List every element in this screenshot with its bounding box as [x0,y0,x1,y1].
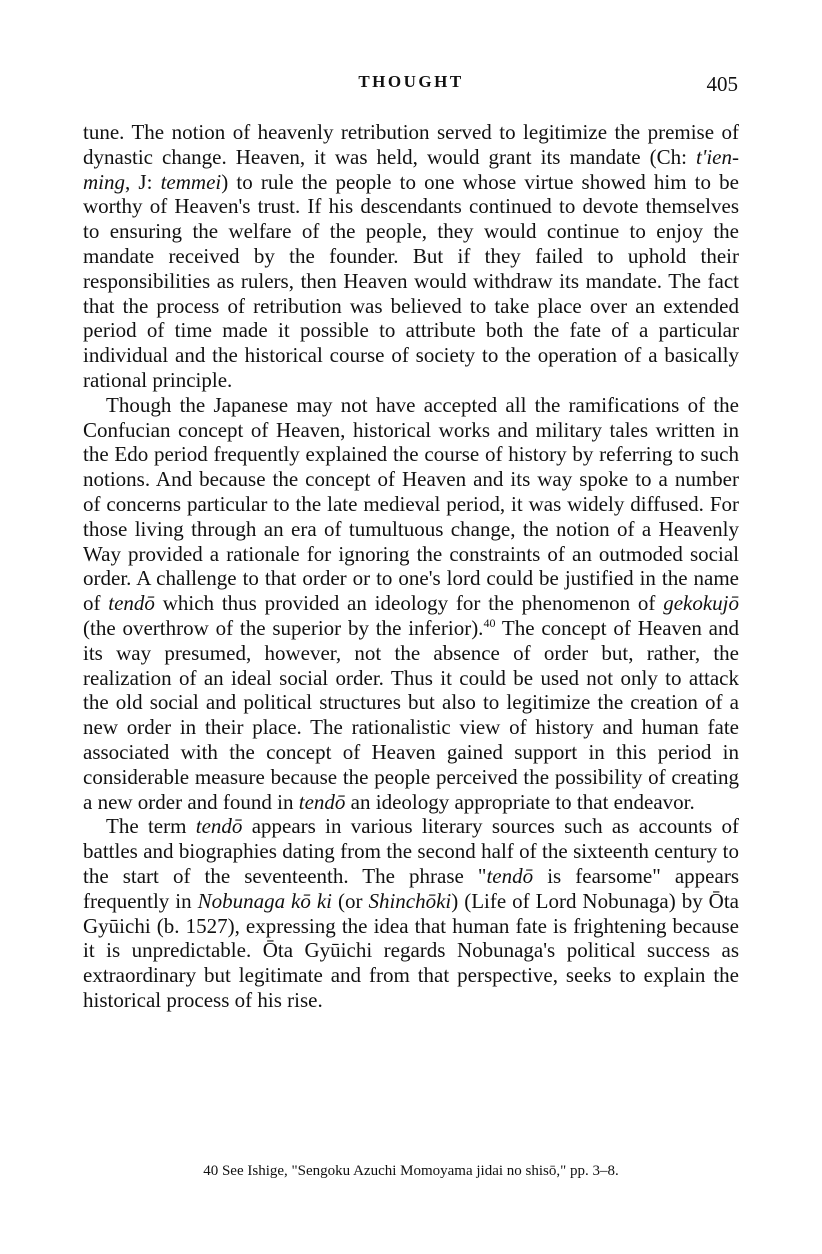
text-run: The term [106,814,196,839]
text-run: appears in various literary sources such as accounts of battles and biographies dating from the second half of the sixteenth century to the start of the seventeenth. The phrase " [83,814,739,888]
text-run: tune. The notion of heavenly retribution served to legitimize the premise of dynastic change. Heaven, it was held, would grant its mandate (Ch: [83,120,739,169]
footnote: 40 See Ishige, "Sengoku Azuchi Momoyama jidai no shisō," pp. 3–8. [203,1163,619,1179]
italic-term: tendō [108,591,155,616]
paragraph [83,814,739,1012]
text-run: (the overthrow of the superior by the inferior). [83,615,484,640]
text-run: which thus provided an ideology for the phenomenon of [154,591,664,616]
paragraph [83,393,739,815]
page-number: 405 [706,72,738,96]
text-run: , J: [125,169,161,194]
italic-term: Shinchōki [368,888,452,913]
running-head [0,72,822,98]
text-run: ) to rule the people to one whose virtue showed him to be worthy of Heaven's trust. If his descendants continued to devote themselves to ensuring the welfare of the people, they would continue to enjoy the mandate received by the founder. But if they failed to uphold their responsibilities as rulers, then Heaven would withdraw its mandate. The fact that the process of retribution was believed to take place over an extended period of time made it possible to attribute both the fate of a particular individual and the historical course of society to the operation of a basically rational principle. [83,169,739,392]
text-run: ) (Life of Lord Nobunaga) by Ōta Gyūichi (b. 1527), expressing the idea that human fate is frightening because it is unpredictable. Ōta Gyūichi regards Nobunaga's political success as extraordinary but legitimate and from that perspective, seeks to explain the historical process of his rise. [83,888,739,1012]
italic-term: tendō [195,814,243,839]
body-text [83,120,739,1013]
italic-term: temmei [160,169,222,194]
text-run: (or [332,888,369,913]
italic-term: gekokujō [663,591,739,616]
text-run: an ideology appropriate to that endeavor. [345,789,695,814]
text-run: is fearsome" appears frequently in [83,863,739,913]
italic-term: Nobunaga kō ki [197,888,333,913]
running-title: THOUGHT [358,72,464,91]
text-run: Though the Japanese may not have accepted all the ramifications of the Confucian concept of Heaven, historical works and military tales written in the Edo period frequently explained the course of history by referring to such notions. And because the concept of Heaven and its way spoke to a number of concerns particular to the late medieval period, it was widely diffused. For those living through an era of tumultuous change, the notion of a Heavenly Way provided a rationale for ignoring the constraints of an outmoded social order. A challenge to that order or to one's lord could be justified in the name of [83,392,739,616]
italic-term: tendō [486,863,534,888]
footnote-reference: 40 [483,615,496,630]
italic-term: tendō [298,789,346,814]
italic-term: t'ien-ming [83,144,739,194]
paragraph [83,120,739,393]
text-run: The concept of Heaven and its way presumed, however, not the absence of order but, rather, the realization of an ideal social order. Thus it could be used not only to attack the old social and political structures but also to legitimize the creation of a new order in their place. The rationalistic view of history and human fate associated with the concept of Heaven gained support in this period in considerable measure because the people perceived the possibility of creating a new order and found in [83,615,739,814]
